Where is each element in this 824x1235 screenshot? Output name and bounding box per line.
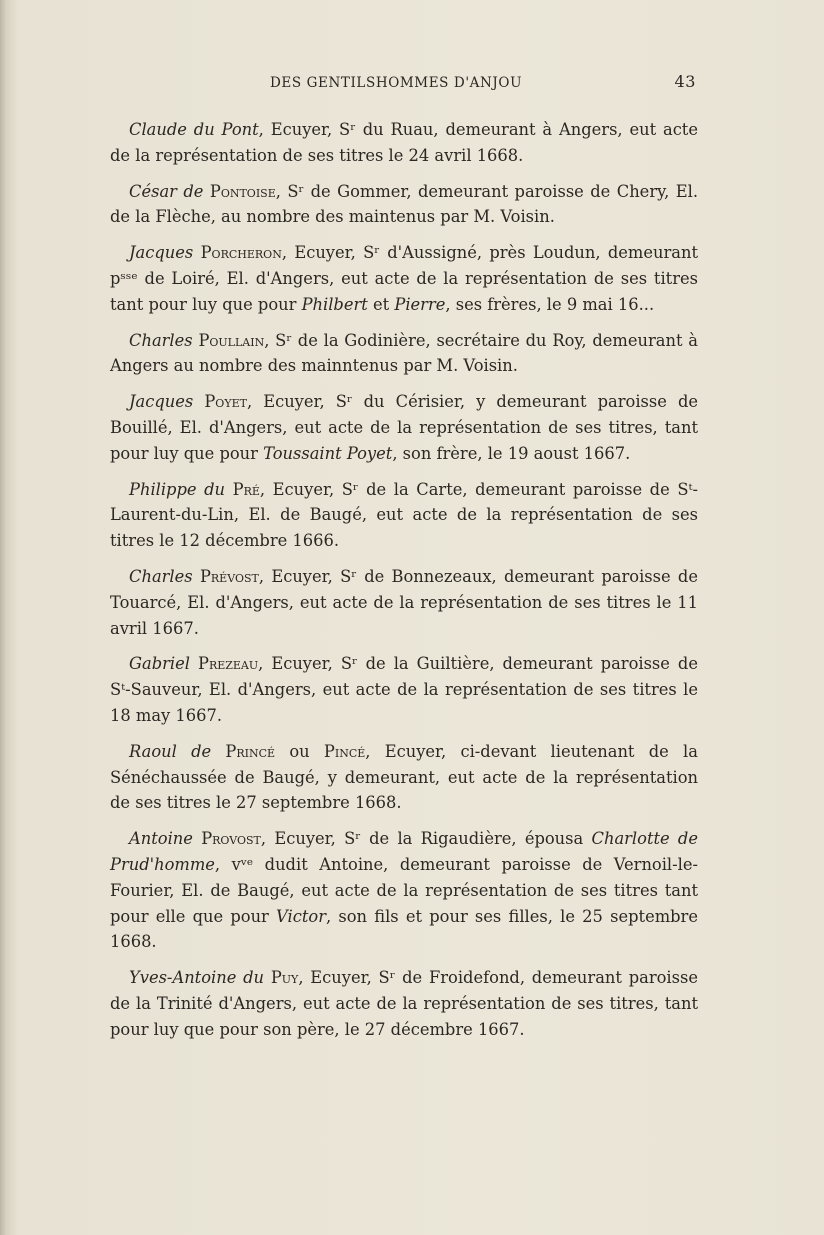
entry-prezeau: [110, 651, 698, 728]
entry-text: , Ecuyer, Sʳ du Ruau, demeurant à Angers, eut acte de la représentation de ses titres le 24 avril 1668.: [110, 120, 698, 165]
entry-given-name: Raoul de: [129, 741, 212, 761]
entry-related-name: Pierre: [394, 294, 446, 314]
entry-surname: Puy: [270, 968, 299, 988]
entry-text: , Ecuyer, Sʳ de la Rigaudière, épousa: [260, 829, 592, 849]
entry-given-name: Philippe du: [129, 479, 226, 499]
entry-text: , son fils et pour ses filles, le 25 septembre 1668.: [110, 906, 698, 952]
entry-surname: Prévost: [199, 566, 259, 586]
running-header: [110, 72, 698, 96]
entry-poyet: [110, 389, 698, 466]
entry-prince: [110, 739, 698, 816]
entry-surname: Porcheron: [200, 243, 282, 263]
page-body: [110, 117, 698, 1053]
entry-text: et: [367, 294, 395, 314]
page-number: 43: [674, 72, 696, 91]
entry-text: , ses frères, le 9 mai 16...: [445, 294, 655, 314]
entry-text: ou: [275, 741, 324, 761]
entry-text: , vᵛᵉ dudit Antoine, demeurant paroisse de Vernoil-le-Fourier, El. de Baugé, eut acte de la représentation de ses titres tant pour elle que pour: [110, 854, 698, 926]
running-title: DES GENTILSHOMMES D'ANJOU: [270, 75, 523, 91]
entry-related-name: Victor: [276, 906, 326, 926]
entry-given-name: Jacques: [129, 243, 194, 263]
entry-related-name: Toussaint Poyet: [263, 443, 393, 463]
entry-pre: [110, 477, 698, 554]
entry-surname: Princé: [225, 741, 276, 761]
entry-given-name: Antoine: [129, 829, 193, 849]
entry-text: , Ecuyer, ci-devant lieutenant de la Sénéchaussée de Baugé, y demeurant, eut acte de la représentation de ses titres le 27 septembre 1668.: [110, 741, 698, 813]
entry-related-name: Philbert: [301, 294, 368, 314]
entry-text: , Ecuyer, Sʳ de la Guiltière, demeurant paroisse de Sᵗ-Sauveur, El. d'Angers, eut acte de la représentation de ses titres le 18 may 1667.: [110, 654, 698, 725]
entry-given-name: Yves-Antoine du: [129, 968, 265, 988]
entry-text: , Ecuyer, Sʳ de Froidefond, demeurant paroisse de la Trinité d'Angers, eut acte de la représentation de ses titres, tant pour luy que pour son père, le 27 décembre 1667.: [110, 968, 698, 1039]
entry-text: , Ecuyer, Sʳ de Bonnezeaux, demeurant paroisse de Touarcé, El. d'Angers, eut acte de la représentation de ses titres le 11 avril 1667.: [110, 566, 698, 638]
entry-surname: Prezeau: [197, 654, 259, 674]
entry-surname: Pontoise: [209, 181, 276, 201]
entry-surname: Provost: [201, 829, 261, 849]
entry-given-name: Gabriel: [129, 654, 190, 674]
entry-du-puy: [110, 965, 698, 1042]
entry-given-name: Jacques: [129, 392, 194, 412]
entry-given-name: Charles: [129, 330, 193, 350]
entry-surname: Poullain: [198, 330, 265, 350]
entry-provost: [110, 826, 698, 955]
entry-text: , Ecuyer, Sʳ d'Aussigné, près Loudun, demeurant pˢˢᵉ de Loiré, El. d'Angers, eut acte de la représentation de ses titres tant pour luy que pour: [110, 243, 698, 314]
entry-porcheron: [110, 240, 698, 317]
entry-surname: Pré: [232, 479, 260, 499]
entry-poullain: [110, 328, 698, 380]
entry-pontoise: [110, 179, 698, 231]
entry-given-name: Charles: [129, 566, 193, 586]
entry-text: , Ecuyer, Sʳ du Cérisier, y demeurant paroisse de Bouillé, El. d'Angers, eut acte de la représentation de ses titres, tant pour luy que pour: [110, 392, 698, 463]
entry-text: , Ecuyer, Sʳ de la Carte, demeurant paroisse de Sᵗ-Laurent-du-Lin, El. de Baugé, eut acte de la représentation de ses titres le 12 décembre 1666.: [110, 479, 698, 551]
entry-prevost: [110, 564, 698, 641]
entry-text: , Sʳ de Gommer, demeurant paroisse de Chery, El. de la Flèche, au nombre des maintenus par M. Voisin.: [110, 181, 699, 227]
entry-given-name: César de: [129, 181, 204, 201]
entry-related-name: Charlotte de Prud'homme: [110, 829, 698, 874]
entry-claude-du-pont: [110, 117, 698, 169]
entry-text: , Sʳ de la Godinière, secrétaire du Roy, demeurant à Angers au nombre des mainntenus par M. Voisin.: [110, 330, 699, 376]
entry-text: , son frère, le 19 aoust 1667.: [392, 443, 631, 463]
entry-surname: Poyet: [204, 392, 247, 412]
entry-given-name: Claude du Pont: [129, 120, 259, 139]
entry-surname-variant: Pincé: [323, 741, 366, 761]
